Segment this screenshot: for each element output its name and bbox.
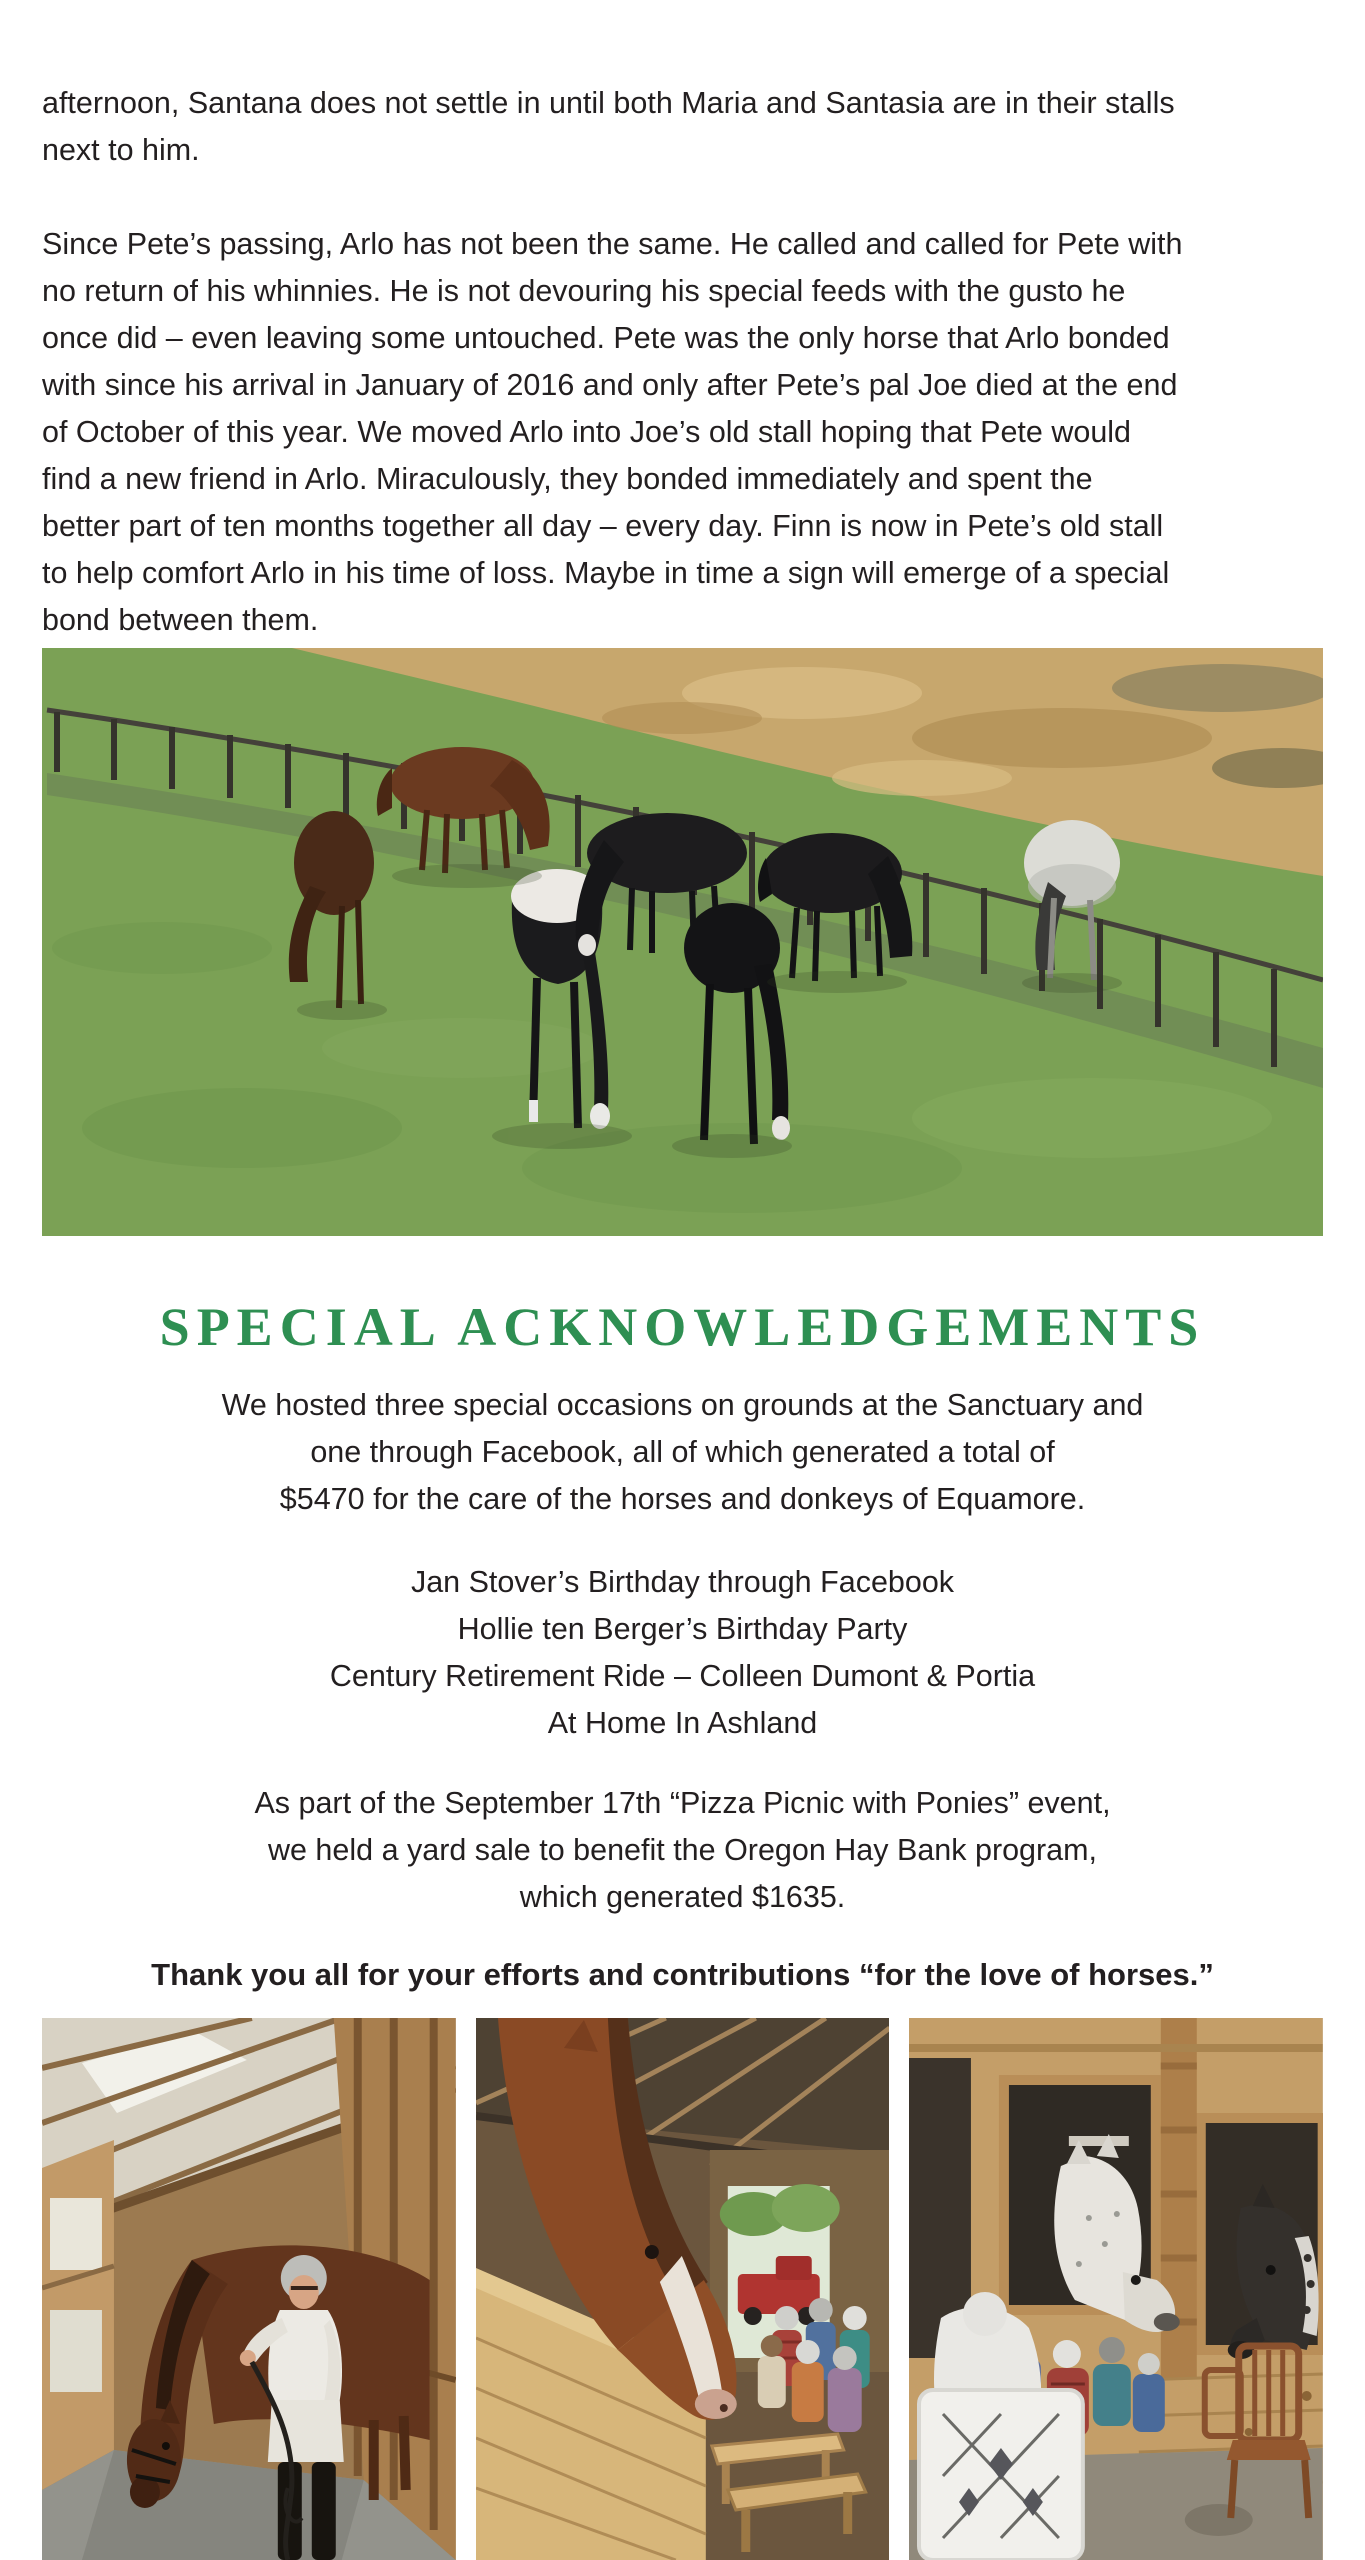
paragraph-line: bond between them.	[42, 603, 319, 637]
yard-sale-line: which generated $1635.	[519, 1880, 846, 1914]
story-paragraph-1	[42, 80, 1323, 174]
intro-line: $5470 for the care of the horses and donkeys of Equamore.	[279, 1482, 1086, 1516]
acknowledgements-heading: SPECIAL ACKNOWLEDGEMENTS	[159, 1297, 1206, 1357]
paragraph-line: to help comfort Arlo in his time of loss. Maybe in time a sign will emerge of a special	[42, 556, 1170, 590]
event-item: Jan Stover’s Birthday through Facebook	[410, 1565, 955, 1599]
acknowledgements-intro	[42, 1382, 1323, 1523]
barn-right-illustration	[909, 2018, 1323, 2560]
barn-photo-horse-audience	[476, 2018, 890, 2560]
event-item: Hollie ten Berger’s Birthday Party	[457, 1612, 908, 1646]
pasture-photo-illustration	[42, 648, 1323, 1236]
left-wall	[42, 2140, 114, 2490]
story-paragraph-2	[42, 221, 1323, 644]
event-item: At Home In Ashland	[547, 1706, 818, 1740]
yard-sale-line: As part of the September 17th “Pizza Picnic with Ponies” event,	[254, 1786, 1111, 1820]
paragraph-line: Since Pete’s passing, Arlo has not been the same. He called and called for Pete with	[42, 227, 1183, 261]
yard-sale-line: we held a yard sale to benefit the Oregon Hay Bank program,	[267, 1833, 1098, 1867]
thank-you-line: Thank you all for your efforts and contributions “for the love of horses.”	[151, 1957, 1214, 1992]
event-item: Century Retirement Ride – Colleen Dumont & Portia	[329, 1659, 1036, 1693]
paragraph-line: better part of ten months together all day – every day. Finn is now in Pete’s old stall	[42, 509, 1164, 543]
barn-photo-woman-with-horse	[42, 2018, 456, 2560]
yard-sale-note	[42, 1780, 1323, 1921]
intro-line: one through Facebook, all of which generated a total of	[310, 1435, 1055, 1469]
barn-left-illustration	[42, 2018, 456, 2560]
barn-photo-two-horses	[909, 2018, 1323, 2560]
paragraph-line: of October of this year. We moved Arlo into Joe’s old stall hoping that Pete would	[42, 415, 1132, 449]
paragraph-line: once did – even leaving some untouched. Pete was the only horse that Arlo bonded	[42, 321, 1170, 355]
barn-middle-illustration	[476, 2018, 890, 2560]
paragraph-line: with since his arrival in January of 2016 and only after Pete’s pal Joe died at the end	[42, 368, 1178, 402]
events-list	[42, 1559, 1323, 1747]
paragraph-line: find a new friend in Arlo. Miraculously, they bonded immediately and spent the	[42, 462, 1093, 496]
paragraph-line: afternoon, Santana does not settle in until both Maria and Santasia are in their stalls	[42, 86, 1175, 120]
pasture-photo	[42, 648, 1323, 1236]
paragraph-line: next to him.	[42, 133, 200, 167]
paragraph-line: no return of his whinnies. He is not devouring his special feeds with the gusto he	[42, 274, 1126, 308]
intro-line: We hosted three special occasions on grounds at the Sanctuary and	[221, 1388, 1144, 1422]
photo-strip	[42, 2018, 1323, 2560]
